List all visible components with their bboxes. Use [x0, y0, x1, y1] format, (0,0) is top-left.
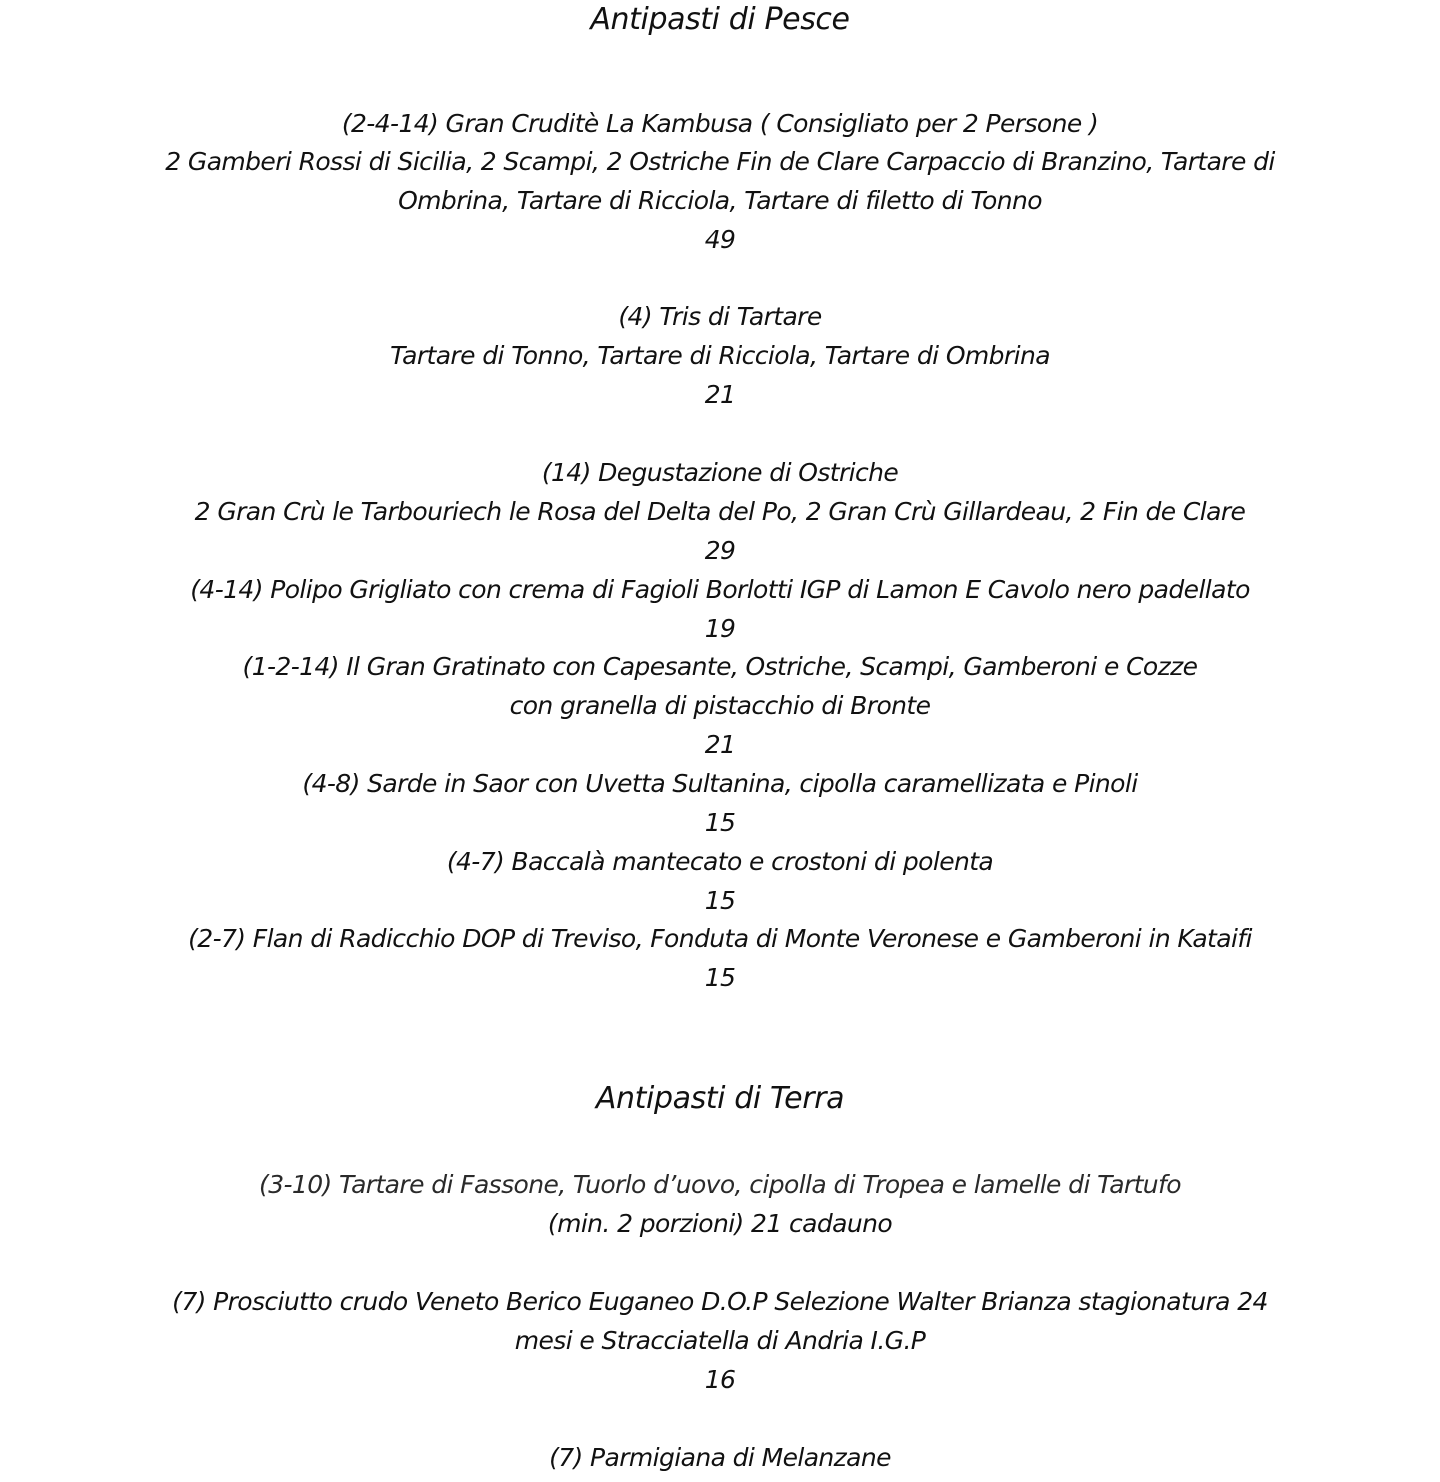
menu-item-name: (4-8) Sarde in Saor con Uvetta Sultanina, cipolla caramellizata e Pinoli: [302, 769, 1138, 798]
menu-item-description: Ombrina, Tartare di Ricciola, Tartare di filetto di Tonno: [398, 186, 1042, 215]
menu-item-price: 15: [704, 886, 736, 915]
menu-item-description: 2 Gran Crù le Tarbouriech le Rosa del Delta del Po, 2 Gran Crù Gillardeau, 2 Fin de Clare: [194, 497, 1246, 526]
section-title: Antipasti di Terra: [595, 1081, 845, 1116]
menu-item-name: (2-7) Flan di Radicchio DOP di Treviso, Fonduta di Monte Veronese e Gamberoni in Kataifi: [188, 924, 1252, 953]
menu-item-price: 19: [704, 614, 736, 643]
menu-item-name: (14) Degustazione di Ostriche: [541, 458, 899, 487]
menu-item-price: 29: [704, 536, 736, 565]
menu-item-price: 21: [704, 380, 736, 409]
menu-item-description: Tartare di Tonno, Tartare di Ricciola, Tartare di Ombrina: [390, 341, 1050, 370]
menu-item-name: (3-10) Tartare di Fassone, Tuorlo d’uovo, cipolla di Tropea e lamelle di Tartufo: [259, 1170, 1181, 1199]
menu-item-description: mesi e Stracciatella di Andria I.G.P: [514, 1326, 926, 1355]
menu-item-name: (7) Parmigiana di Melanzane: [549, 1443, 891, 1472]
menu-item-price: (min. 2 porzioni) 21 cadauno: [547, 1209, 893, 1238]
menu-item-price: 15: [704, 808, 736, 837]
menu-item-name: (2-4-14) Gran Cruditè La Kambusa ( Consigliato per 2 Persone ): [341, 109, 1099, 138]
menu-item-price: 16: [704, 1365, 736, 1394]
menu-item-price: 21: [704, 730, 736, 759]
menu-item-name: (7) Prosciutto crudo Veneto Berico Euganeo D.O.P Selezione Walter Brianza stagionatura 24: [172, 1287, 1268, 1316]
menu-item-name: (4) Tris di Tartare: [618, 302, 822, 331]
section-title: Antipasti di Pesce: [590, 2, 850, 37]
menu-item-price: 49: [704, 225, 736, 254]
menu-item-description: 2 Gamberi Rossi di Sicilia, 2 Scampi, 2 Ostriche Fin de Clare Carpaccio di Branzino, Tartare di: [165, 147, 1275, 176]
menu-item-description: con granella di pistacchio di Bronte: [509, 691, 931, 720]
menu-item-name: (1-2-14) Il Gran Gratinato con Capesante, Ostriche, Scampi, Gamberoni e Cozze: [242, 652, 1198, 681]
menu-item-name: (4-14) Polipo Grigliato con crema di Fagioli Borlotti IGP di Lamon E Cavolo nero padellato: [190, 575, 1250, 604]
menu-item-name: (4-7) Baccalà mantecato e crostoni di polenta: [446, 847, 994, 876]
menu-item-price: 15: [704, 963, 736, 992]
